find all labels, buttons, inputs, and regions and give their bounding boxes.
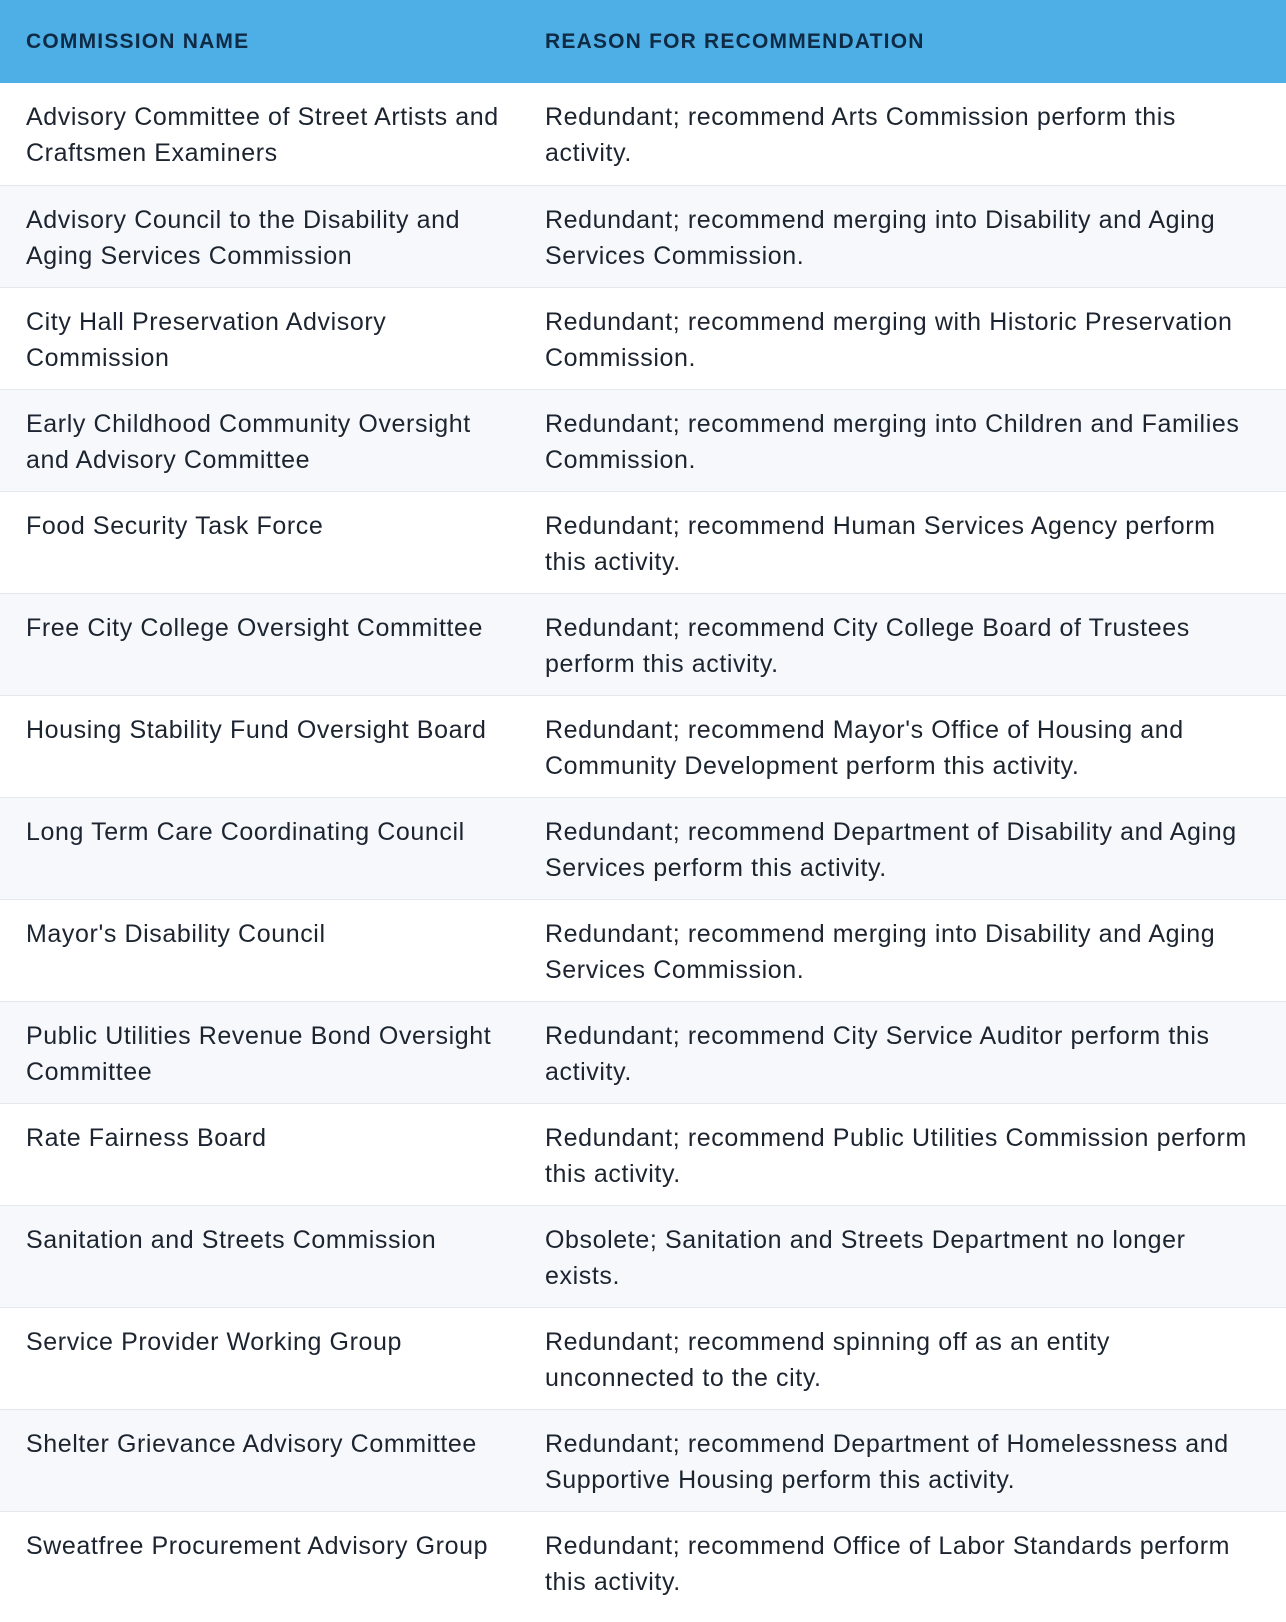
table-row bbox=[0, 695, 1286, 797]
table-row bbox=[0, 797, 1286, 899]
table-row bbox=[0, 491, 1286, 593]
commission-name-cell: Food Security Task Force bbox=[26, 511, 324, 540]
commission-name-cell: Rate Fairness Board bbox=[26, 1123, 267, 1152]
reason-cell: Redundant; recommend Department of Homelessness and Supportive Housing perform this activity. bbox=[545, 1429, 1229, 1494]
table-body bbox=[0, 83, 1286, 1612]
commission-name-cell: Long Term Care Coordinating Council bbox=[26, 817, 465, 846]
commission-name-cell: Advisory Committee of Street Artists and Craftsmen Examiners bbox=[26, 103, 499, 167]
table-row bbox=[0, 1409, 1286, 1511]
table-row bbox=[0, 185, 1286, 287]
commission-name-cell: Free City College Oversight Committee bbox=[26, 613, 484, 642]
reason-cell: Redundant; recommend Mayor's Office of Housing and Community Development perform this activity. bbox=[545, 715, 1184, 780]
reason-cell: Redundant; recommend Public Utilities Commission perform this activity. bbox=[545, 1123, 1247, 1188]
header-reason: REASON FOR RECOMMENDATION bbox=[545, 29, 925, 53]
table-header bbox=[0, 0, 1286, 83]
commission-name-cell: Shelter Grievance Advisory Committee bbox=[26, 1429, 477, 1458]
reason-cell: Redundant; recommend City Service Auditor perform this activity. bbox=[545, 1021, 1210, 1086]
reason-cell: Redundant; recommend merging into Disability and Aging Services Commission. bbox=[545, 205, 1216, 270]
reason-cell: Redundant; recommend merging into Disability and Aging Services Commission. bbox=[545, 919, 1216, 984]
table-row bbox=[0, 1205, 1286, 1307]
reason-cell: Redundant; recommend Arts Commission perform this activity. bbox=[545, 103, 1177, 167]
commission-name-cell: Mayor's Disability Council bbox=[26, 919, 326, 948]
table-row bbox=[0, 287, 1286, 389]
reason-cell: Redundant; recommend merging with Historic Preservation Commission. bbox=[545, 307, 1233, 372]
commission-name-cell: Advisory Council to the Disability and Aging Services Commission bbox=[26, 205, 461, 270]
commission-name-cell: Public Utilities Revenue Bond Oversight Committee bbox=[26, 1021, 492, 1086]
table-row bbox=[0, 1511, 1286, 1612]
table-row bbox=[0, 1001, 1286, 1103]
commission-name-cell: City Hall Preservation Advisory Commission bbox=[26, 307, 387, 372]
reason-cell: Redundant; recommend Human Services Agency perform this activity. bbox=[545, 511, 1216, 576]
reason-cell: Redundant; recommend Department of Disability and Aging Services perform this activity. bbox=[545, 817, 1237, 882]
table-row bbox=[0, 899, 1286, 1001]
commission-name-cell: Housing Stability Fund Oversight Board bbox=[26, 715, 487, 744]
commission-name-cell: Early Childhood Community Oversight and Advisory Committee bbox=[26, 409, 471, 474]
reason-cell: Redundant; recommend Office of Labor Standards perform this activity. bbox=[545, 1531, 1231, 1596]
table-row bbox=[0, 1307, 1286, 1409]
commission-name-cell: Service Provider Working Group bbox=[26, 1327, 403, 1356]
header-commission-name: COMMISSION NAME bbox=[26, 29, 250, 53]
commission-name-cell: Sweatfree Procurement Advisory Group bbox=[26, 1531, 489, 1560]
table-row bbox=[0, 83, 1286, 185]
reason-cell: Redundant; recommend spinning off as an entity unconnected to the city. bbox=[545, 1327, 1110, 1392]
table-row bbox=[0, 593, 1286, 695]
table-row bbox=[0, 1103, 1286, 1205]
table-row bbox=[0, 389, 1286, 491]
reason-cell: Obsolete; Sanitation and Streets Department no longer exists. bbox=[545, 1225, 1186, 1290]
header-row bbox=[0, 0, 1286, 83]
commission-name-cell: Sanitation and Streets Commission bbox=[26, 1225, 437, 1254]
reason-cell: Redundant; recommend City College Board of Trustees perform this activity. bbox=[545, 613, 1190, 678]
reason-cell: Redundant; recommend merging into Children and Families Commission. bbox=[545, 409, 1240, 474]
